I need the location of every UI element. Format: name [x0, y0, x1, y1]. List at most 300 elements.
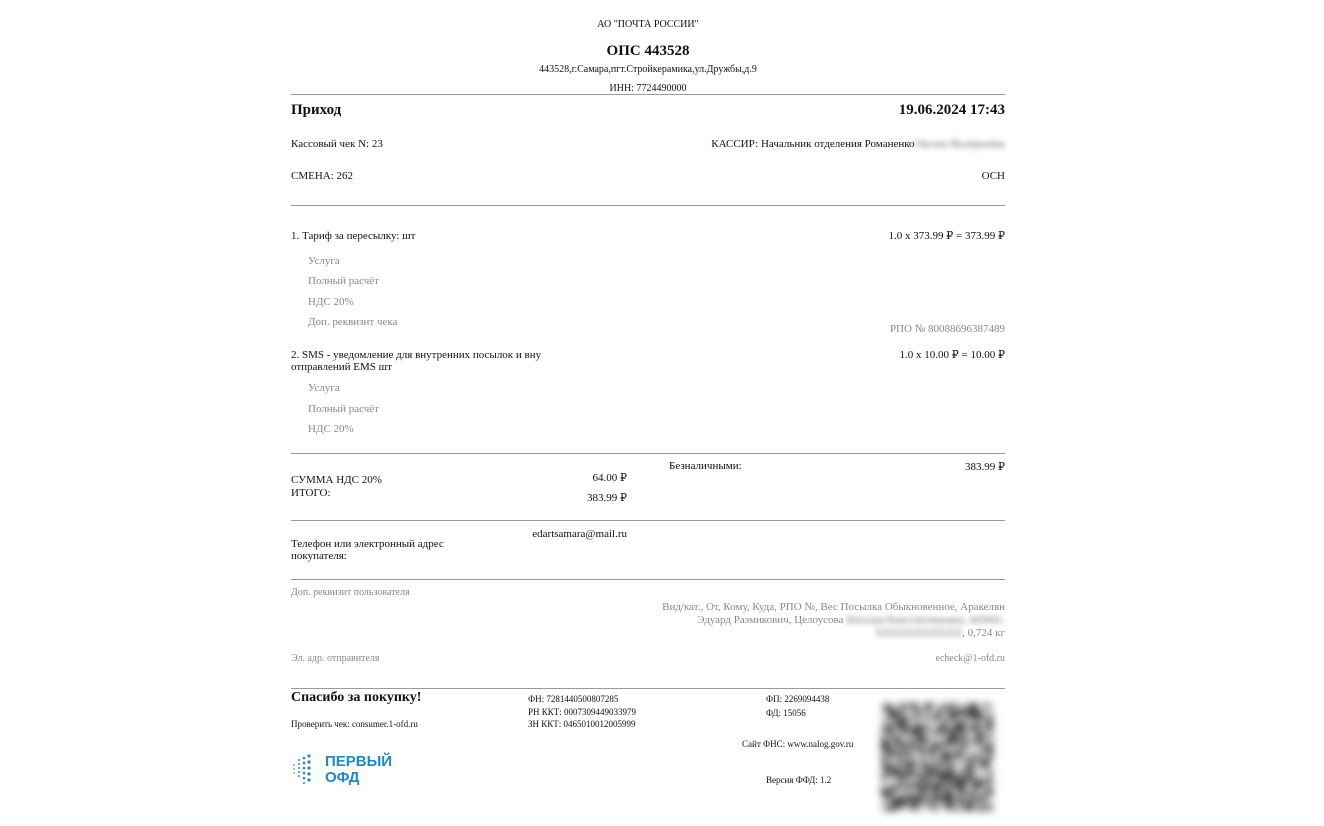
qr-module [949, 739, 953, 743]
qr-module [897, 739, 901, 743]
qr-module [913, 707, 917, 711]
sender-email-label: Эл. адр. отправителя [291, 653, 380, 664]
qr-module [933, 715, 937, 719]
qr-module [933, 743, 937, 747]
qr-module [965, 775, 969, 779]
qr-module [957, 787, 961, 791]
qr-module [969, 799, 973, 803]
qr-module [937, 743, 941, 747]
qr-module [961, 719, 965, 723]
qr-module [949, 735, 953, 739]
qr-module [973, 727, 977, 731]
qr-module [989, 771, 993, 775]
qr-module [933, 783, 937, 787]
qr-module [929, 783, 933, 787]
qr-module [897, 799, 901, 803]
qr-module [941, 723, 945, 727]
qr-module [981, 747, 985, 751]
buyer-contact-label: Телефон или электронный адрес [291, 538, 444, 550]
qr-module [961, 799, 965, 803]
qr-module [889, 807, 893, 811]
qr-module [961, 747, 965, 751]
qr-module [889, 727, 893, 731]
qr-module [953, 735, 957, 739]
qr-module [981, 795, 985, 799]
cashier-label: КАССИР: Начальник отделения Романенко [711, 138, 915, 150]
qr-module [905, 799, 909, 803]
qr-module [921, 759, 925, 763]
qr-module [913, 783, 917, 787]
fp-number: ФП: 2269094438 [766, 694, 830, 704]
qr-module [929, 803, 933, 807]
office-title: ОПС 443528 [606, 43, 690, 59]
qr-module [889, 763, 893, 767]
qr-module [945, 751, 949, 755]
qr-module [917, 727, 921, 731]
qr-module [949, 795, 953, 799]
qr-module [969, 803, 973, 807]
qr-module [913, 715, 917, 719]
qr-module [901, 775, 905, 779]
qr-module [901, 727, 905, 731]
qr-module [957, 807, 961, 811]
qr-module [953, 715, 957, 719]
qr-module [977, 755, 981, 759]
qr-module [945, 795, 949, 799]
item-rpo-number: РПО № 80088696387489 [889, 323, 1005, 335]
qr-module [969, 795, 973, 799]
vat-label: СУММА НДС 20% [291, 474, 382, 486]
qr-module [897, 803, 901, 807]
buyer-contact-label-cont: покупателя: [291, 550, 347, 562]
qr-module [961, 779, 965, 783]
qr-module [945, 759, 949, 763]
qr-module [985, 803, 989, 807]
qr-module [989, 727, 993, 731]
ffd-version: Версия ФФД: 1.2 [766, 775, 832, 785]
qr-module [949, 755, 953, 759]
qr-module [925, 707, 929, 711]
qr-module [921, 799, 925, 803]
fns-site[interactable]: Сайт ФНС: www.nalog.gov.ru [742, 739, 854, 749]
total-value: 383.99 ₽ [587, 492, 627, 504]
qr-module [973, 759, 977, 763]
qr-module [949, 715, 953, 719]
qr-module [941, 771, 945, 775]
qr-module [989, 751, 993, 755]
qr-module [989, 755, 993, 759]
qr-module [961, 711, 965, 715]
qr-module [989, 791, 993, 795]
qr-module [917, 735, 921, 739]
qr-module [901, 715, 905, 719]
qr-module [881, 791, 885, 795]
qr-module [937, 783, 941, 787]
qr-module [917, 711, 921, 715]
qr-module [969, 707, 973, 711]
qr-module [941, 775, 945, 779]
qr-module [921, 787, 925, 791]
qr-module [945, 719, 949, 723]
qr-module [917, 731, 921, 735]
qr-module [921, 739, 925, 743]
qr-module [893, 807, 897, 811]
qr-module [893, 767, 897, 771]
qr-module [937, 711, 941, 715]
qr-module [893, 723, 897, 727]
qr-module [965, 711, 969, 715]
qr-module [897, 759, 901, 763]
qr-module [881, 755, 885, 759]
qr-module [921, 779, 925, 783]
qr-module [937, 787, 941, 791]
qr-module [945, 791, 949, 795]
company-name: АО "ПОЧТА РОССИИ" [597, 19, 699, 30]
qr-module [957, 739, 961, 743]
qr-module [913, 803, 917, 807]
qr-module [905, 751, 909, 755]
qr-module [885, 755, 889, 759]
qr-module [977, 779, 981, 783]
qr-module [937, 795, 941, 799]
qr-module [953, 751, 957, 755]
qr-module [973, 739, 977, 743]
qr-module [937, 727, 941, 731]
qr-module [889, 711, 893, 715]
qr-module [969, 771, 973, 775]
qr-module [969, 775, 973, 779]
qr-module [933, 771, 937, 775]
qr-module [885, 707, 889, 711]
qr-module [925, 767, 929, 771]
qr-module [885, 743, 889, 747]
shift-number: СМЕНА: 262 [291, 170, 354, 182]
qr-module [933, 747, 937, 751]
qr-module [905, 787, 909, 791]
qr-module [973, 711, 977, 715]
qr-module [921, 747, 925, 751]
qr-module [981, 783, 985, 787]
qr-module [949, 731, 953, 735]
qr-module [901, 703, 905, 707]
qr-module [881, 743, 885, 747]
qr-module [957, 727, 961, 731]
qr-module [941, 763, 945, 767]
qr-module [965, 807, 969, 811]
divider [291, 520, 1005, 521]
qr-module [921, 767, 925, 771]
divider [291, 453, 1005, 454]
qr-module [901, 799, 905, 803]
qr-module [925, 715, 929, 719]
qr-module [949, 803, 953, 807]
qr-module [893, 739, 897, 743]
qr-module [897, 783, 901, 787]
qr-module [893, 787, 897, 791]
qr-module [933, 807, 937, 811]
operation-type: Приход [291, 102, 342, 118]
divider [291, 205, 1005, 206]
item-name: 2. SMS - уведомление для внутренних посылок и вну [291, 349, 542, 361]
qr-module [909, 751, 913, 755]
qr-module [925, 763, 929, 767]
cashless-label: Безналичными: [669, 460, 742, 472]
qr-module [957, 779, 961, 783]
qr-module [957, 775, 961, 779]
qr-module [953, 739, 957, 743]
qr-module [965, 803, 969, 807]
qr-module [909, 783, 913, 787]
user-requisite-line: Вид/кат., От, Кому, Куда, РПО №, Вес Посылка Обыкновенное, Аракелян [662, 601, 1005, 613]
qr-module [913, 807, 917, 811]
qr-module [973, 703, 977, 707]
qr-module [913, 795, 917, 799]
qr-module [949, 707, 953, 711]
qr-module [893, 803, 897, 807]
qr-module [965, 779, 969, 783]
user-requisite-label: Доп. реквизит пользователя [291, 587, 410, 598]
qr-module [893, 751, 897, 755]
qr-code [881, 703, 993, 811]
qr-module [973, 787, 977, 791]
qr-module [961, 771, 965, 775]
divider [291, 688, 1005, 689]
qr-module [901, 751, 905, 755]
qr-module [949, 711, 953, 715]
qr-module [945, 799, 949, 803]
qr-module [937, 775, 941, 779]
qr-module [885, 767, 889, 771]
vat-value: 64.00 ₽ [592, 472, 627, 484]
qr-module [889, 787, 893, 791]
qr-module [897, 771, 901, 775]
qr-module [957, 795, 961, 799]
qr-module [885, 763, 889, 767]
qr-module [941, 727, 945, 731]
qr-module [981, 731, 985, 735]
qr-module [981, 739, 985, 743]
qr-module [933, 791, 937, 795]
qr-module [905, 763, 909, 767]
qr-module [881, 787, 885, 791]
user-requisite-hidden: Наталья Константиновна, 443041, [846, 614, 1005, 626]
qr-module [953, 703, 957, 707]
check-link[interactable]: Проверить чек: consumer.1-ofd.ru [291, 719, 418, 729]
qr-module [949, 771, 953, 775]
qr-module [925, 787, 929, 791]
qr-module [905, 743, 909, 747]
qr-module [881, 747, 885, 751]
qr-module [961, 783, 965, 787]
qr-module [961, 727, 965, 731]
qr-module [977, 783, 981, 787]
qr-module [937, 715, 941, 719]
user-requisite-text: Эдуард Размикович, Целоусова [697, 614, 844, 626]
qr-module [969, 715, 973, 719]
qr-module [949, 767, 953, 771]
qr-module [905, 719, 909, 723]
qr-module [945, 771, 949, 775]
buyer-email: edartsamara@mail.ru [532, 528, 627, 540]
qr-module [977, 715, 981, 719]
cashless-value: 383.99 ₽ [965, 461, 1005, 473]
office-address: 443528,г.Самара,пгт.Стройкерамика,ул.Дружбы,д.9 [539, 64, 757, 75]
qr-module [989, 743, 993, 747]
parcel-weight: , 0,724 кг [962, 627, 1005, 639]
qr-module [977, 723, 981, 727]
qr-module [953, 727, 957, 731]
qr-module [957, 783, 961, 787]
sender-email: echeck@1-ofd.ru [935, 653, 1005, 664]
qr-module [949, 799, 953, 803]
qr-module [981, 763, 985, 767]
item-attr: Услуга [308, 255, 340, 267]
qr-module [933, 763, 937, 767]
qr-module [897, 719, 901, 723]
qr-module [945, 803, 949, 807]
qr-module [905, 775, 909, 779]
qr-module [977, 731, 981, 735]
qr-module [897, 751, 901, 755]
qr-module [989, 723, 993, 727]
qr-module [941, 743, 945, 747]
qr-module [885, 747, 889, 751]
qr-module [889, 747, 893, 751]
qr-module [889, 791, 893, 795]
qr-module [917, 723, 921, 727]
qr-module [965, 767, 969, 771]
qr-module [969, 791, 973, 795]
qr-module [917, 783, 921, 787]
qr-module [937, 771, 941, 775]
qr-module [921, 775, 925, 779]
qr-module [945, 703, 949, 707]
item-attr: Полный расчёт [308, 403, 379, 415]
qr-module [957, 751, 961, 755]
qr-module [901, 759, 905, 763]
item-attr: Полный расчёт [308, 275, 379, 287]
qr-module [985, 779, 989, 783]
zn-kkt: ЗН ККТ: 0465010012005999 [528, 719, 636, 729]
qr-module [953, 711, 957, 715]
qr-module [901, 707, 905, 711]
receipt-datetime: 19.06.2024 17:43 [898, 102, 1005, 118]
qr-module [989, 747, 993, 751]
qr-module [941, 751, 945, 755]
item-attr: Доп. реквизит чека [308, 316, 398, 328]
qr-module [937, 799, 941, 803]
qr-module [889, 771, 893, 775]
qr-module [973, 707, 977, 711]
qr-module [885, 723, 889, 727]
qr-module [905, 727, 909, 731]
qr-module [981, 715, 985, 719]
qr-module [881, 739, 885, 743]
qr-module [985, 791, 989, 795]
cashier-hidden-name: Оксана Валерьевна [914, 138, 1005, 150]
qr-module [897, 743, 901, 747]
item-attr: НДС 20% [308, 423, 354, 435]
check-number: Кассовый чек N: 23 [291, 138, 383, 150]
item-calc: 1.0 x 373.99 ₽ = 373.99 ₽ [888, 230, 1005, 242]
qr-module [897, 795, 901, 799]
thanks-message: Спасибо за покупку! [291, 690, 422, 705]
cashier [605, 138, 1005, 150]
qr-module [961, 731, 965, 735]
qr-module [897, 767, 901, 771]
qr-module [921, 735, 925, 739]
qr-module [889, 751, 893, 755]
qr-module [909, 735, 913, 739]
qr-module [925, 783, 929, 787]
qr-module [941, 779, 945, 783]
ofd-logo-line2: ОФД [325, 769, 360, 786]
qr-module [921, 727, 925, 731]
qr-module [989, 807, 993, 811]
qr-module [921, 751, 925, 755]
qr-module [929, 703, 933, 707]
qr-module [909, 771, 913, 775]
qr-module [949, 791, 953, 795]
qr-module [965, 739, 969, 743]
tax-system: ОСН [981, 170, 1005, 182]
divider [291, 579, 1005, 580]
qr-module [909, 763, 913, 767]
qr-module [909, 803, 913, 807]
qr-module [953, 783, 957, 787]
qr-module [913, 743, 917, 747]
qr-module [929, 771, 933, 775]
qr-module [917, 787, 921, 791]
qr-module [925, 739, 929, 743]
qr-module [889, 715, 893, 719]
qr-module [913, 727, 917, 731]
qr-module [985, 759, 989, 763]
ofd-logo-icon [290, 753, 320, 785]
qr-module [957, 755, 961, 759]
qr-module [973, 779, 977, 783]
ofd-logo-line1: ПЕРВЫЙ [325, 753, 393, 770]
qr-module [893, 715, 897, 719]
qr-module [901, 719, 905, 723]
qr-module [949, 783, 953, 787]
qr-module [913, 703, 917, 707]
qr-module [949, 763, 953, 767]
qr-module [941, 755, 945, 759]
qr-module [917, 799, 921, 803]
qr-module [957, 711, 961, 715]
qr-module [897, 775, 901, 779]
qr-module [945, 775, 949, 779]
qr-module [985, 703, 989, 707]
qr-module [989, 735, 993, 739]
qr-module [977, 711, 981, 715]
qr-module [949, 807, 953, 811]
qr-module [945, 755, 949, 759]
item-name: 1. Тариф за пересылку: шт [291, 230, 416, 242]
qr-module [929, 799, 933, 803]
rn-kkt: РН ККТ: 0007309449033979 [528, 707, 637, 717]
qr-module [989, 719, 993, 723]
qr-module [989, 715, 993, 719]
qr-module [901, 731, 905, 735]
qr-module [933, 731, 937, 735]
qr-module [961, 787, 965, 791]
qr-module [885, 727, 889, 731]
fd-number: ФД: 15056 [766, 708, 806, 718]
qr-module [973, 715, 977, 719]
qr-module [941, 707, 945, 711]
